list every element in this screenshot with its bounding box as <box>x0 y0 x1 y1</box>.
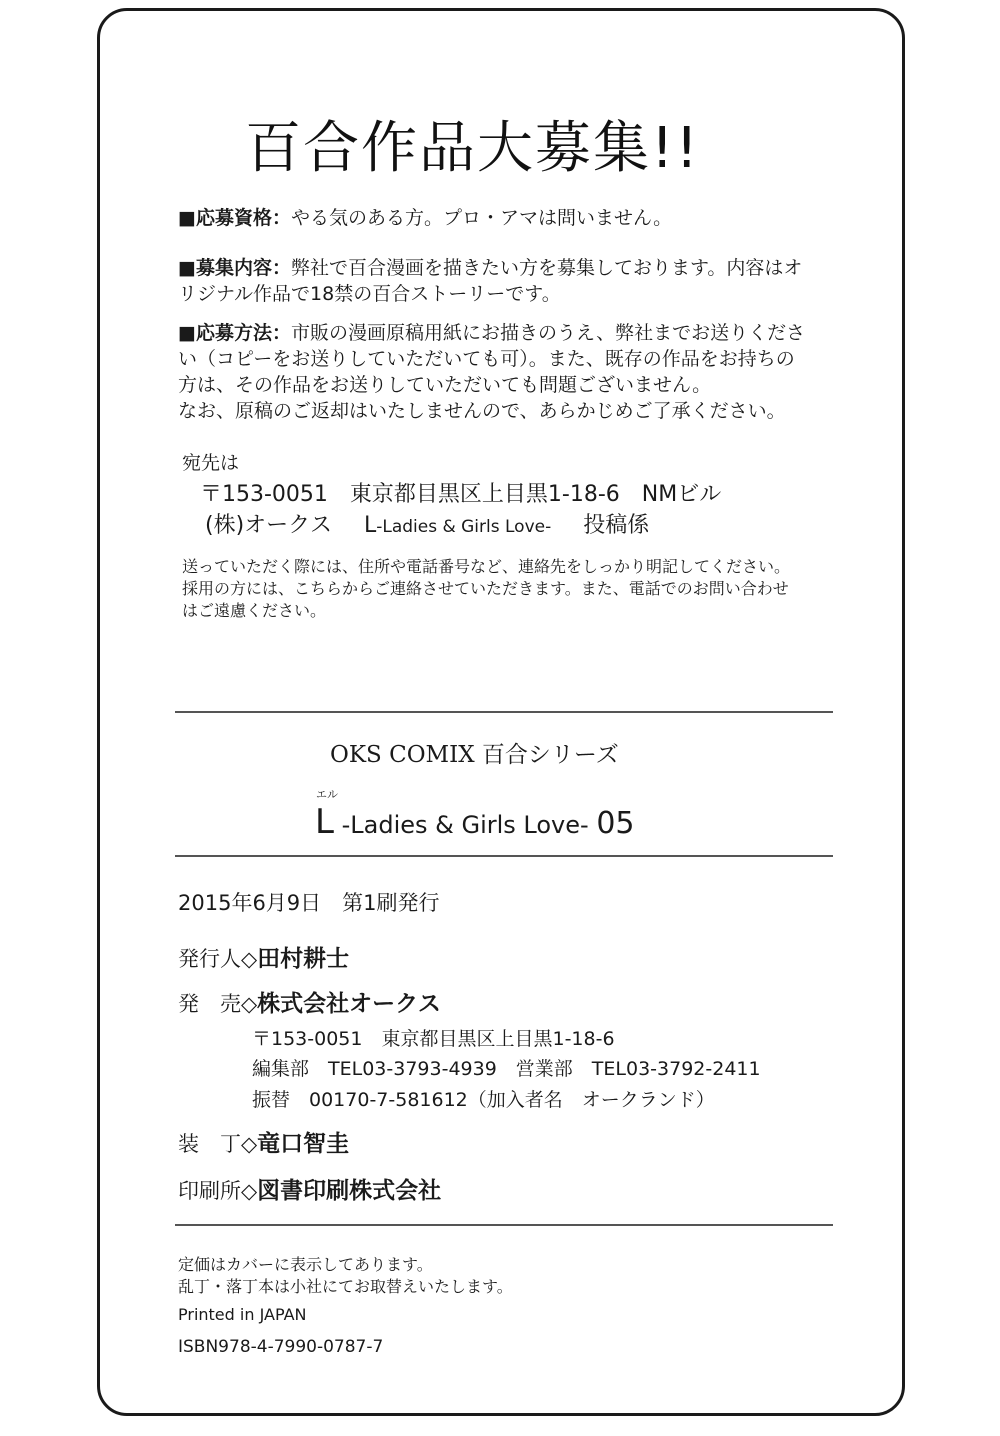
printed-in: Printed in JAPAN <box>178 1305 307 1324</box>
address-line: 〒153-0051 東京都目黒区上目黒1-18-6 NMビル <box>200 482 722 507</box>
department: 投稿係 <box>583 513 650 538</box>
publish-date: 2015年6月9日 第1刷発行 <box>178 891 440 915</box>
title-l: L <box>315 802 334 842</box>
requirement-text: やる気のある方。プロ・アマは問いません。 <box>290 207 673 229</box>
seller-transfer: 振替 00170-7-581612（加入者名 オークランド） <box>252 1089 715 1111</box>
requirement-text: い（コピーをお送りしていただいても可）。また、既存の作品をお持ちの <box>178 348 795 370</box>
printer-label: 印刷所◇ <box>178 1179 258 1203</box>
design-row <box>178 1125 349 1158</box>
contact-notes <box>182 556 790 622</box>
seller-tel: 編集部 TEL03-3793-4939 営業部 TEL03-3792-2411 <box>252 1058 761 1080</box>
requirement-text: 方は、その作品をお送りしていただいても問題ございません。 <box>178 374 712 396</box>
requirement-eligibility <box>178 205 672 231</box>
title-volume: 05 <box>596 806 635 841</box>
design-label: 装 丁◇ <box>178 1132 258 1156</box>
designer-name: 竜口智圭 <box>257 1130 350 1157</box>
note-line: 送っていただく際には、住所や電話番号など、連絡先をしっかり明記してください。 <box>182 557 791 576</box>
book-title <box>315 802 635 842</box>
requirement-label: ■募集内容： <box>178 257 291 279</box>
price-notes <box>178 1254 513 1298</box>
brand-l: L <box>363 513 377 538</box>
seller-name: 株式会社オークス <box>257 990 441 1017</box>
divider <box>175 1224 833 1226</box>
divider <box>175 855 833 857</box>
seller-label: 発 売◇ <box>178 992 258 1016</box>
address-heading: 宛先は <box>182 452 240 474</box>
printer-row <box>178 1172 441 1205</box>
publisher-name: 田村耕士 <box>257 945 350 972</box>
requirement-text: リジナル作品で18禁の百合ストーリーです。 <box>178 283 561 305</box>
seller-postal: 〒153-0051 東京都目黒区上目黒1-18-6 <box>252 1028 615 1050</box>
title-ruby: エル <box>316 788 338 801</box>
note-line: はご遠慮ください。 <box>182 601 327 620</box>
requirement-content <box>178 255 802 307</box>
address-recipient <box>205 508 649 539</box>
company-name: (株)オークス <box>205 513 332 538</box>
publisher-row <box>178 940 349 973</box>
requirement-label: ■応募方法： <box>178 322 291 344</box>
headline: 百合作品大募集!! <box>245 116 700 181</box>
title-subtitle: -Ladies & Girls Love- <box>341 811 589 839</box>
requirement-label: ■応募資格： <box>178 207 291 229</box>
isbn: ISBN978-4-7990-0787-7 <box>178 1337 384 1357</box>
printer-name: 図書印刷株式会社 <box>257 1177 442 1204</box>
requirement-text: 弊社で百合漫画を描きたい方を募集しております。内容はオ <box>290 257 803 279</box>
footer-line: 定価はカバーに表示してあります。 <box>178 1255 433 1274</box>
divider <box>175 711 833 713</box>
requirement-text: なお、原稿のご返却はいたしませんので、あらかじめご了承ください。 <box>178 400 786 422</box>
requirement-text: 市販の漫画原稿用紙にお描きのうえ、弊社までお送りくださ <box>290 322 806 344</box>
note-line: 採用の方には、こちらからご連絡させていただきます。また、電話でのお問い合わせ <box>182 579 789 598</box>
footer-line: 乱丁・落丁本は小社にてお取替えいたします。 <box>178 1277 513 1296</box>
publisher-label: 発行人◇ <box>178 947 258 971</box>
series-name: OKS COMIX 百合シリーズ <box>330 742 619 768</box>
brand-subtitle: -Ladies & Girls Love- <box>376 517 552 537</box>
requirement-method <box>178 320 805 424</box>
seller-row <box>178 985 441 1018</box>
